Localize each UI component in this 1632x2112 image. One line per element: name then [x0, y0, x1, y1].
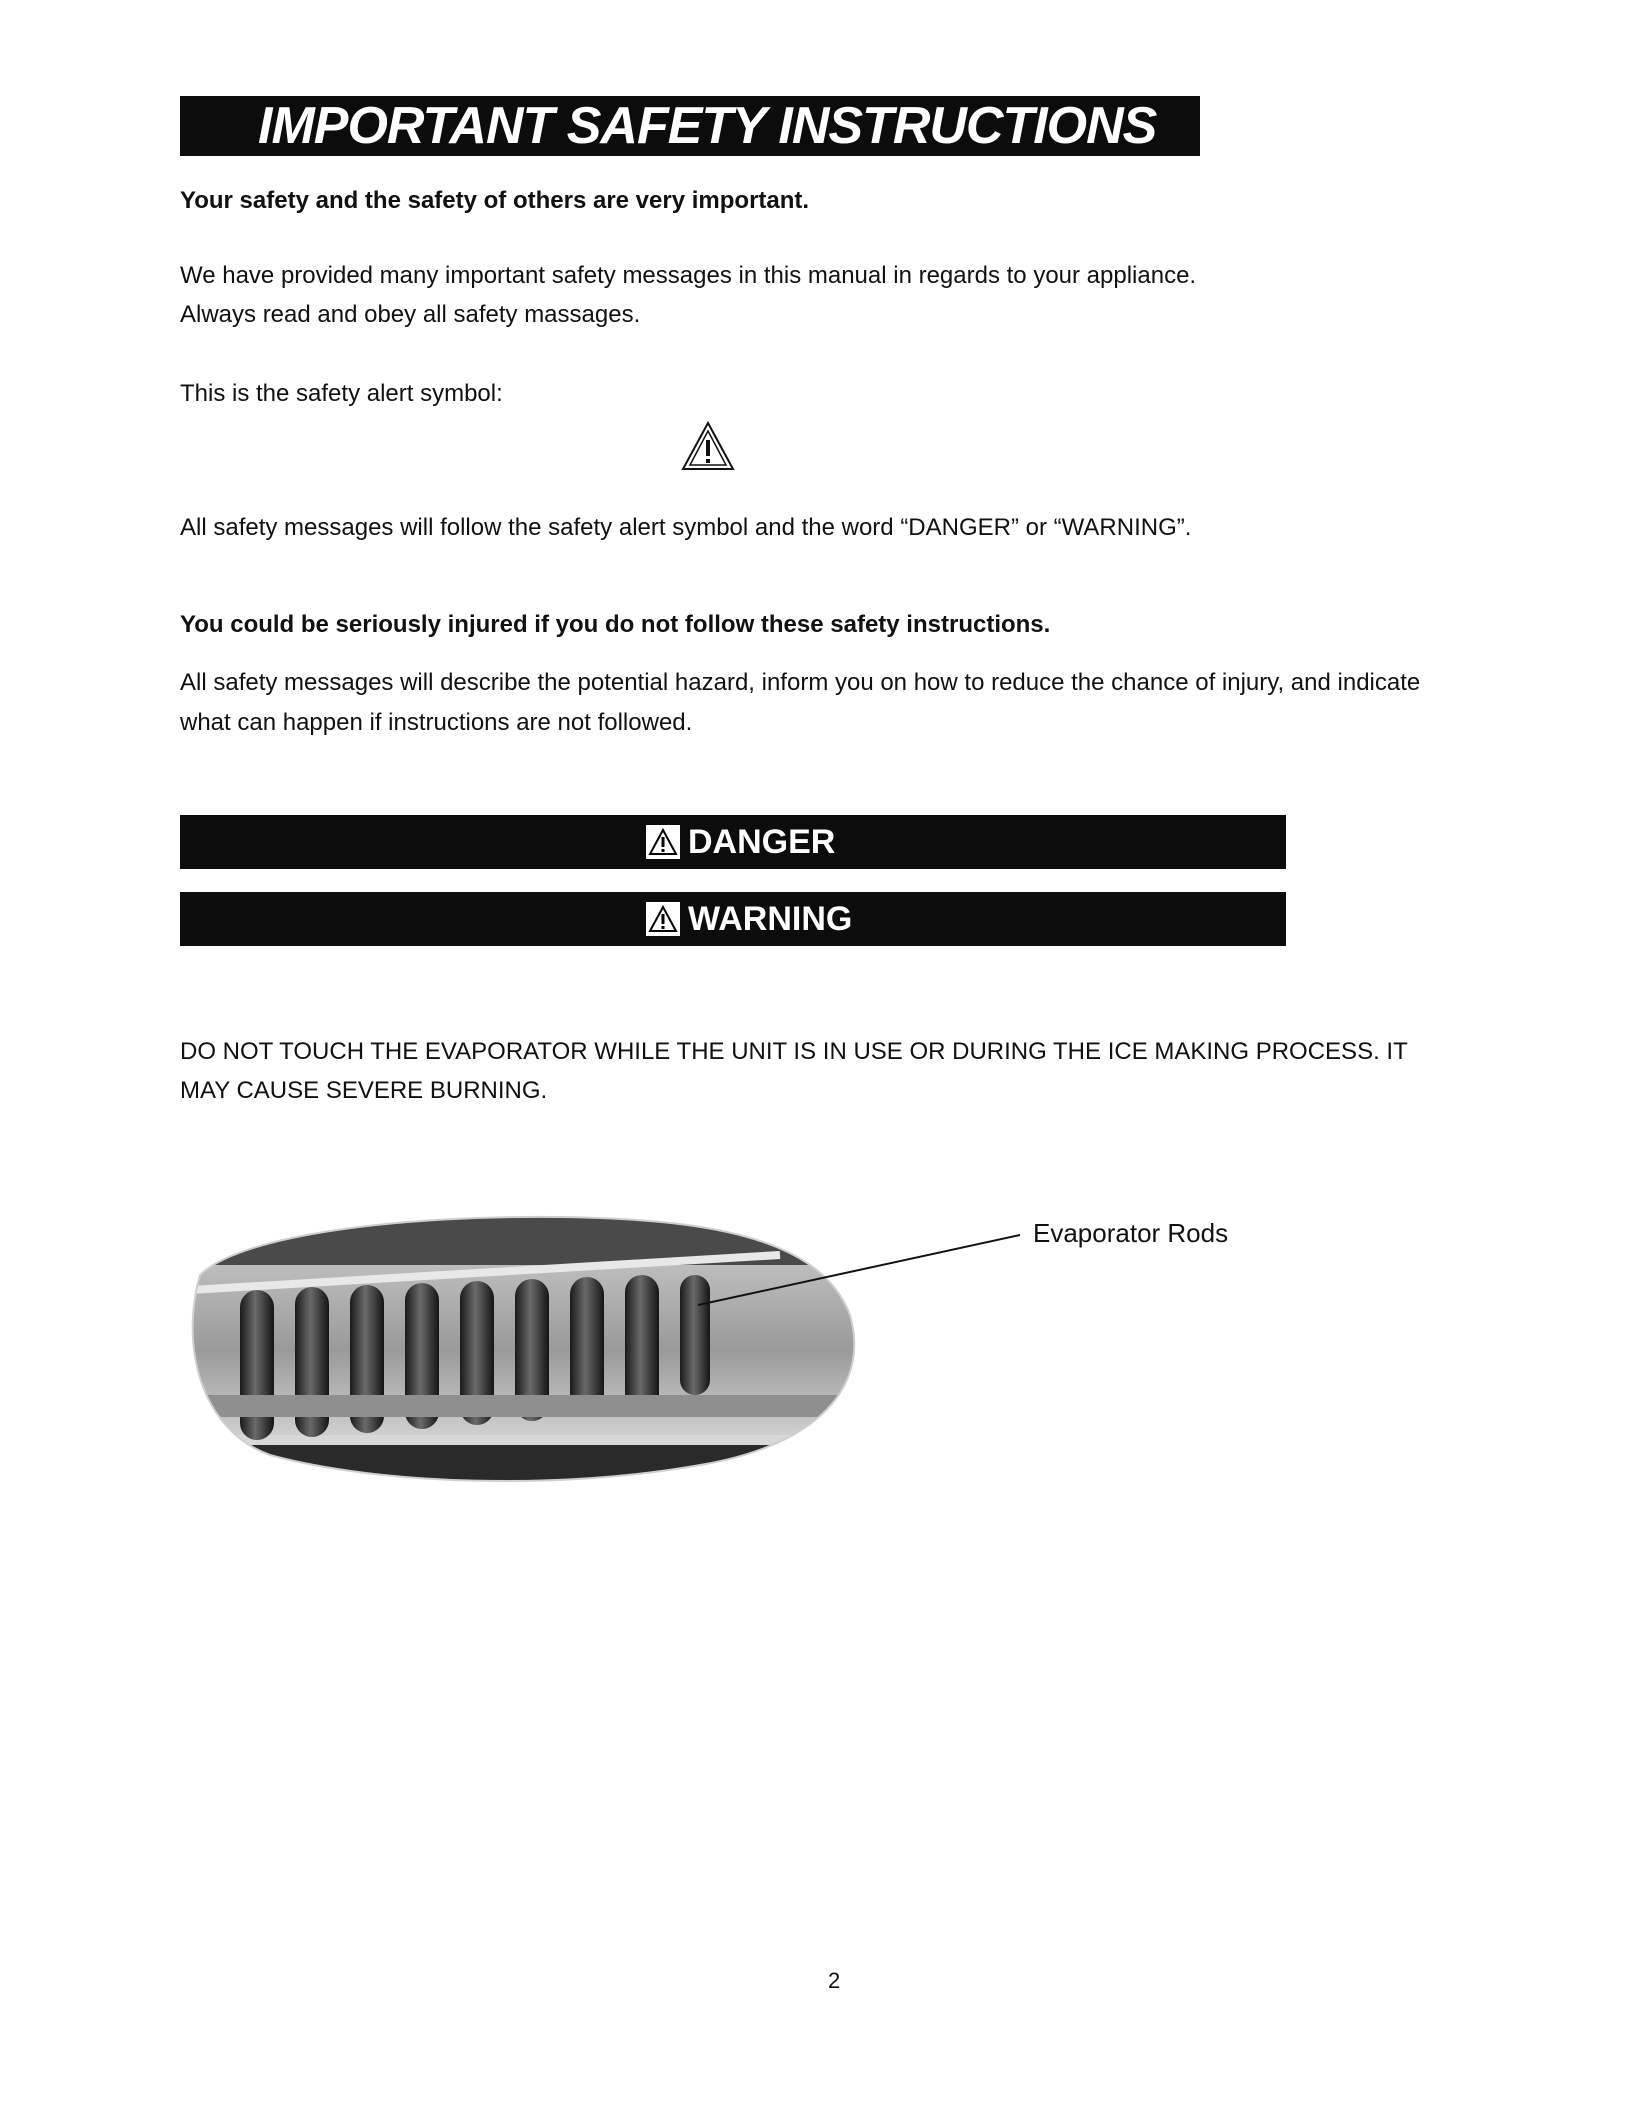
evaporator-warning-line-1: DO NOT TOUCH THE EVAPORATOR WHILE THE UNIT IS IN USE OR DURING THE ICE MAKING PROCESS. IT	[180, 1038, 1408, 1065]
warning-banner	[180, 892, 1286, 946]
intro-bold-text: Your safety and the safety of others are very important.	[180, 187, 810, 214]
warning-triangle-icon	[680, 420, 736, 472]
paragraph-1-line-2: Always read and obey all safety massages.	[180, 301, 641, 328]
warning-triangle-icon	[646, 825, 680, 859]
evaporator-warning-line-2: MAY CAUSE SEVERE BURNING.	[180, 1077, 548, 1104]
symbol-intro-text: This is the safety alert symbol:	[180, 380, 503, 407]
page-number: 2	[828, 1968, 841, 1993]
paragraph-2-line-1: All safety messages will describe the potential hazard, inform you on how to reduce the chance of injury, and indicate	[180, 669, 1421, 696]
callout-leader-line	[690, 1230, 1030, 1310]
warning-label: WARNING	[688, 900, 853, 938]
page-title: IMPORTANT SAFETY INSTRUCTIONS	[180, 96, 1200, 156]
paragraph-2-line-2: what can happen if instructions are not followed.	[180, 709, 693, 736]
danger-banner	[180, 815, 1286, 869]
follow-symbol-text: All safety messages will follow the safety alert symbol and the word “DANGER” or “WARNING”.	[180, 514, 1192, 541]
danger-label: DANGER	[688, 823, 836, 861]
paragraph-1-line-1: We have provided many important safety messages in this manual in regards to your appliance.	[180, 262, 1197, 289]
injury-warning-bold-text: You could be seriously injured if you do not follow these safety instructions.	[180, 611, 1051, 638]
evaporator-rods-label: Evaporator Rods	[1033, 1218, 1229, 1248]
warning-triangle-icon	[646, 902, 680, 936]
